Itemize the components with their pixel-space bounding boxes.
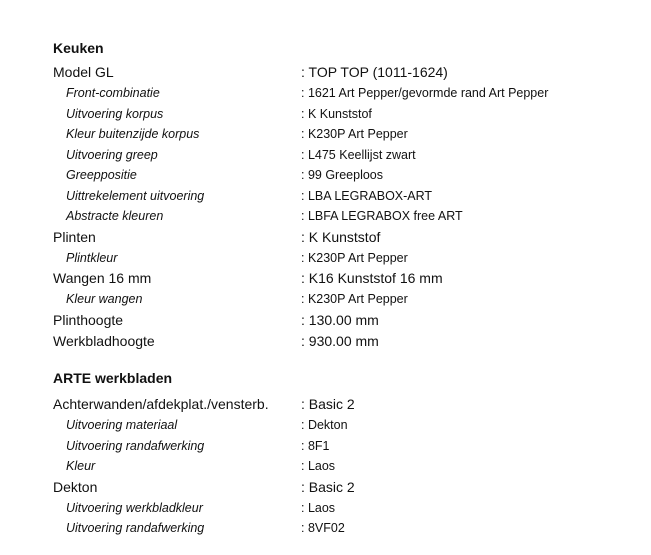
spec-value: : 930.00 mm: [301, 332, 379, 349]
spec-row: [53, 456, 633, 477]
section-heading: ARTE werkbladen: [53, 370, 173, 386]
spec-row: [53, 436, 633, 457]
spec-value: : LBA LEGRABOX-ART: [301, 188, 433, 203]
spec-value: : 130.00 mm: [301, 311, 379, 328]
spec-row: [53, 165, 633, 186]
spec-value: : K230P Art Pepper: [301, 250, 408, 265]
spec-value: : Laos: [301, 500, 336, 515]
spec-row: [53, 289, 633, 310]
spec-row: [53, 268, 633, 289]
spec-label: Werkbladhoogte: [53, 332, 155, 349]
spec-row: [53, 248, 633, 269]
spec-value: : 8F1: [301, 438, 330, 453]
spec-row: [53, 83, 633, 104]
spec-label: Uitvoering randafwerking: [66, 438, 205, 453]
spec-value: : TOP TOP (1011-1624): [301, 64, 448, 80]
spec-label: Uittrekelement uitvoering: [66, 188, 205, 203]
spec-label: Plintkleur: [66, 250, 118, 265]
spec-row: [53, 310, 633, 331]
spec-value: : Basic 2: [301, 396, 355, 412]
spec-label: Front-combinatie: [66, 86, 160, 100]
spec-row: [53, 331, 633, 352]
spec-row: [53, 62, 633, 83]
section-keuken: [53, 38, 633, 352]
spec-label: Uitvoering korpus: [66, 106, 164, 121]
spec-label: Plinten: [53, 228, 96, 245]
spec-row: [53, 477, 633, 498]
spec-row: [53, 498, 633, 519]
spec-value: : 8VF02: [301, 521, 345, 535]
spec-label: Greeppositie: [66, 168, 137, 182]
spec-row: [53, 145, 633, 166]
spec-label: Kleur wangen: [66, 292, 143, 306]
spec-value: : K230P Art Pepper: [301, 127, 408, 141]
spec-value: : LBFA LEGRABOX free ART: [301, 209, 463, 223]
spec-value: : K16 Kunststof 16 mm: [301, 270, 443, 286]
spec-label: Achterwanden/afdekplat./vensterb.: [53, 396, 269, 412]
spec-row: [53, 227, 633, 248]
spec-row: [53, 518, 633, 539]
spec-value: : K Kunststof: [301, 228, 381, 245]
spec-label: Uitvoering randafwerking: [66, 521, 205, 535]
spec-label: Uitvoering materiaal: [66, 418, 178, 432]
section-heading: Keuken: [53, 40, 104, 56]
spec-row: [53, 415, 633, 436]
spec-value: : K Kunststof: [301, 106, 372, 121]
spec-value: : Dekton: [301, 418, 348, 432]
spec-label: Abstracte kleuren: [66, 209, 164, 223]
spec-label: Model GL: [53, 64, 114, 80]
spec-row: [53, 124, 633, 145]
spec-value: : Basic 2: [301, 478, 355, 495]
spec-label: Uitvoering greep: [66, 147, 158, 162]
spec-row: [53, 206, 633, 227]
spec-row: [53, 186, 633, 207]
spec-row: [53, 394, 633, 415]
spec-label: Plinthoogte: [53, 311, 124, 328]
spec-label: Uitvoering werkbladkleur: [66, 500, 203, 515]
spec-value: : Laos: [301, 459, 336, 473]
spec-label: Kleur buitenzijde korpus: [66, 127, 200, 141]
spec-value: : 1621 Art Pepper/gevormde rand Art Pepper: [301, 86, 549, 100]
spec-label: Kleur: [66, 459, 96, 473]
section-arte-werkbladen: [53, 368, 633, 539]
spec-label: Wangen 16 mm: [53, 270, 152, 286]
spec-row: [53, 104, 633, 125]
spec-value: : K230P Art Pepper: [301, 292, 408, 306]
spec-value: : 99 Greeploos: [301, 168, 383, 182]
spec-label: Dekton: [53, 478, 98, 495]
spec-value: : L475 Keellijst zwart: [301, 147, 416, 162]
